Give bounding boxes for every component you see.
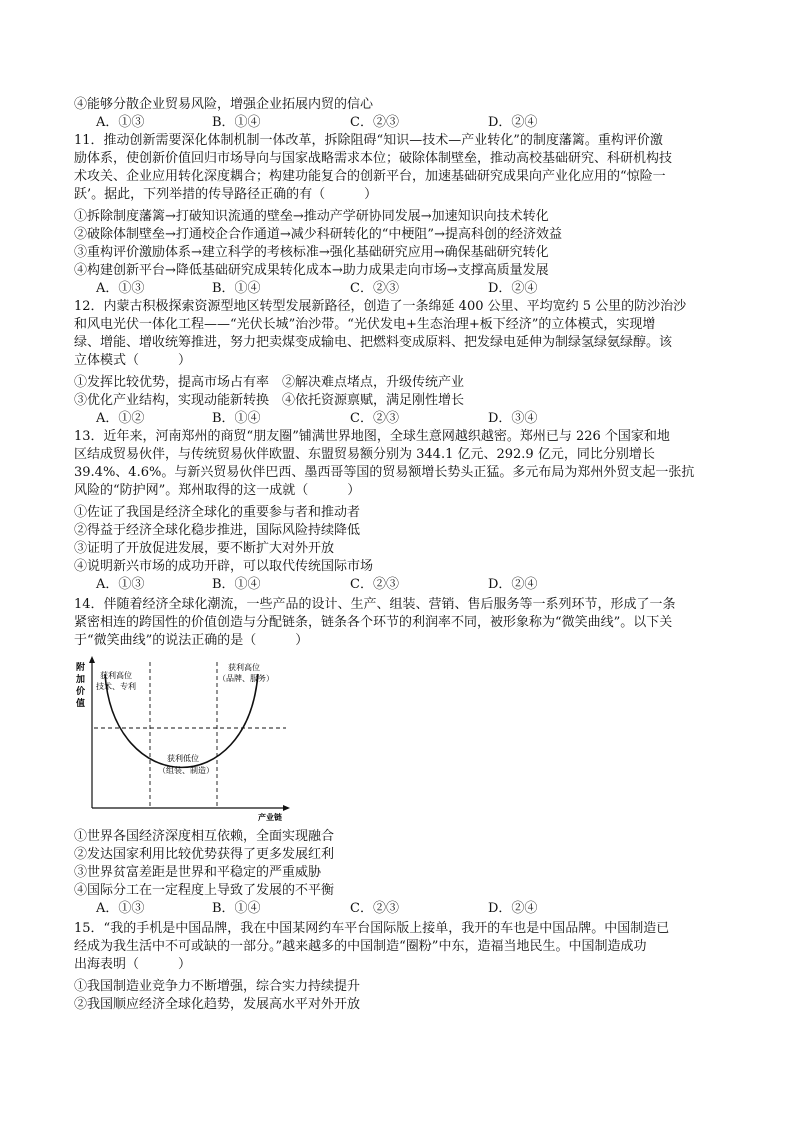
q14-option-a[interactable]: A．①③ — [96, 901, 145, 916]
q14-option-b[interactable]: B．①④ — [212, 901, 261, 916]
q11-item: ③重构评价激励体系→建立科学的考核标准→强化基础研究应用→确保基础研究转化 — [74, 245, 549, 260]
x-axis-arrow — [283, 805, 290, 811]
q11-item: ④构建创新平台→降低基础研究成果转化成本→助力成果走向市场→支撑高质量发展 — [74, 263, 549, 278]
q13-item: ④说明新兴市场的成功开辟，可以取代传统国际市场 — [74, 559, 374, 574]
q14-stem-line: 14．伴随着经济全球化潮流，一些产品的设计、生产、组装、营销、售后服务等一系列环节，形成了一条 — [74, 597, 676, 612]
q14-option-d[interactable]: D．②④ — [488, 901, 538, 916]
q10-options — [96, 114, 696, 132]
smile-curve-diagram — [72, 656, 294, 824]
q11-stem-line: 11．推动创新需要深化体制机制一体改革，拆除阻碍“知识—技术—产业转化”的制度藩篱。重构评价激 — [74, 133, 663, 148]
low-label: 获利低位 — [167, 754, 199, 763]
q13-item: ①佐证了我国是经济全球化的重要参与者和推动者 — [74, 505, 361, 520]
q11-option-b[interactable]: B．①④ — [212, 281, 261, 296]
right-high-label: 获利高位 — [228, 663, 260, 672]
q10-item-4: ④能够分散企业贸易风险，增强企业拓展内贸的信心 — [74, 97, 374, 112]
q11-stem-line: 励体系，使创新价值回归市场导向与国家战略需求本位；破除体制壁垒，推动高校基础研究、科研机构技 — [74, 151, 673, 166]
q12-option-c[interactable]: C．②③ — [350, 411, 399, 426]
y-axis-label: 加 — [76, 675, 86, 685]
q11-option-c[interactable]: C．②③ — [350, 281, 399, 296]
q13-item: ③证明了开放促进发展，要不断扩大对外开放 — [74, 541, 335, 556]
q14-options — [96, 900, 696, 918]
q12-stem-line: 立体模式（ ） — [74, 353, 192, 368]
q12-stem-line: 绿、增能、增收统筹推进，努力把卖煤变成输电、把燃料变成原料、把发绿电延伸为制绿氢绿氨绿醇。该 — [74, 335, 673, 350]
left-high-label: 获利高位 — [100, 671, 132, 680]
q10-option-d[interactable]: D．②④ — [488, 115, 538, 130]
q13-options — [96, 576, 696, 594]
y-axis-arrow — [89, 656, 95, 663]
q13-stem-line: 39.4%、4.6%。与新兴贸易伙伴巴西、墨西哥等国的贸易额增长势头正猛。多元布局为郑州外贸支起一张抗 — [74, 465, 695, 480]
q11-option-d[interactable]: D．②④ — [488, 281, 538, 296]
q14-item: ②发达国家利用比较优势获得了更多发展红利 — [74, 847, 335, 862]
q12-options — [96, 410, 696, 428]
q12-option-d[interactable]: D．③④ — [488, 411, 538, 426]
q11-stem-line: 跃’。据此，下列举措的传导路径正确的有（ ） — [74, 187, 378, 202]
y-axis-label: 附 — [76, 663, 86, 673]
left-high-label: 技术、专利 — [96, 682, 136, 691]
q13-stem-line: 13．近年来，河南郑州的商贸“朋友圈”铺满世界地图，全球生意网越织越密。郑州已与 226 个国家和地 — [74, 429, 670, 444]
q15-stem-line: 出海表明（ ） — [74, 957, 192, 972]
q12-item: ③优化产业结构，实现动能新转换 ④依托资源禀赋，满足刚性增长 — [74, 393, 465, 408]
q13-item: ②得益于经济全球化稳步推进，国际风险持续降低 — [74, 523, 361, 538]
q12-option-b[interactable]: B．①④ — [212, 411, 261, 426]
q14-item: ①世界各国经济深度相互依赖，全面实现融合 — [74, 829, 335, 844]
q12-stem-line: 和风电光伏一体化工程——“光伏长城”治沙带。“光伏发电+生态治理+板下经济”的立体模式，实现增 — [74, 317, 656, 332]
q15-stem-line: 经成为我生活中不可或缺的一部分。”越来越多的中国制造“圈粉”中东，造福当地民生。中国制造成功 — [74, 939, 647, 954]
q14-option-c[interactable]: C．②③ — [350, 901, 399, 916]
q12-option-a[interactable]: A．①② — [96, 411, 145, 426]
low-label: （组装、制造） — [158, 766, 214, 775]
q10-option-c[interactable]: C．②③ — [350, 115, 399, 130]
q14-stem-line: 紧密相连的跨国性的价值创造与分配链条，链条各个环节的利润率不同，被形象称为“微笑曲线”。以下关 — [74, 615, 673, 630]
q14-stem-line: 于“微笑曲线”的说法正确的是（ ） — [74, 633, 309, 648]
q15-stem-line: 15．“我的手机是中国品牌，我在中国某网约车平台国际版上接单，我开的车也是中国品牌。中国制造已 — [74, 921, 670, 936]
q11-option-a[interactable]: A．①③ — [96, 281, 145, 296]
q13-option-b[interactable]: B．①④ — [212, 577, 261, 592]
q10-option-b[interactable]: B．①④ — [212, 115, 261, 130]
q11-stem-line: 术攻关、企业应用转化深度耦合；构建功能复合的创新平台，加速基础研究成果向产业化应用的“惊险一 — [74, 169, 666, 184]
q13-stem-line: 风险的“防护网”。郑州取得的这一成就（ ） — [74, 483, 361, 498]
q12-stem-line: 12．内蒙古积极探索资源型地区转型发展新路径，创造了一条绵延 400 公里、平均宽约 5 公里的防沙治沙 — [74, 299, 687, 314]
q11-item: ②破除体制壁垒→打通校企合作通道→减少科研转化的“中梗阻”→提高科创的经济效益 — [74, 227, 562, 242]
q14-item: ③世界贫富差距是世界和平稳定的严重威胁 — [74, 865, 322, 880]
q13-option-c[interactable]: C．②③ — [350, 577, 399, 592]
q13-option-d[interactable]: D．②④ — [488, 577, 538, 592]
q13-option-a[interactable]: A．①③ — [96, 577, 145, 592]
q14-item: ④国际分工在一定程度上导致了发展的不平衡 — [74, 883, 335, 898]
q10-option-a[interactable]: A．①③ — [96, 115, 145, 130]
q15-item: ①我国制造业竞争力不断增强，综合实力持续提升 — [74, 979, 361, 994]
x-axis-label: 产业链 — [258, 813, 282, 822]
right-high-label: （品牌、服务） — [218, 674, 274, 683]
y-axis-label: 价 — [76, 687, 86, 697]
y-axis-label: 值 — [76, 699, 86, 709]
q15-item: ②我国顺应经济全球化趋势，发展高水平对外开放 — [74, 997, 361, 1012]
q11-item: ①拆除制度藩篱→打破知识流通的壁垒→推动产学研协同发展→加速知识向技术转化 — [74, 209, 549, 224]
q11-options — [96, 280, 696, 298]
q13-stem-line: 区结成贸易伙伴，与传统贸易伙伴欧盟、东盟贸易额分别为 344.1 亿元、292.9 亿元，同比分别增长 — [74, 447, 655, 462]
q12-item: ①发挥比较优势，提高市场占有率 ②解决难点堵点，升级传统产业 — [74, 375, 465, 390]
